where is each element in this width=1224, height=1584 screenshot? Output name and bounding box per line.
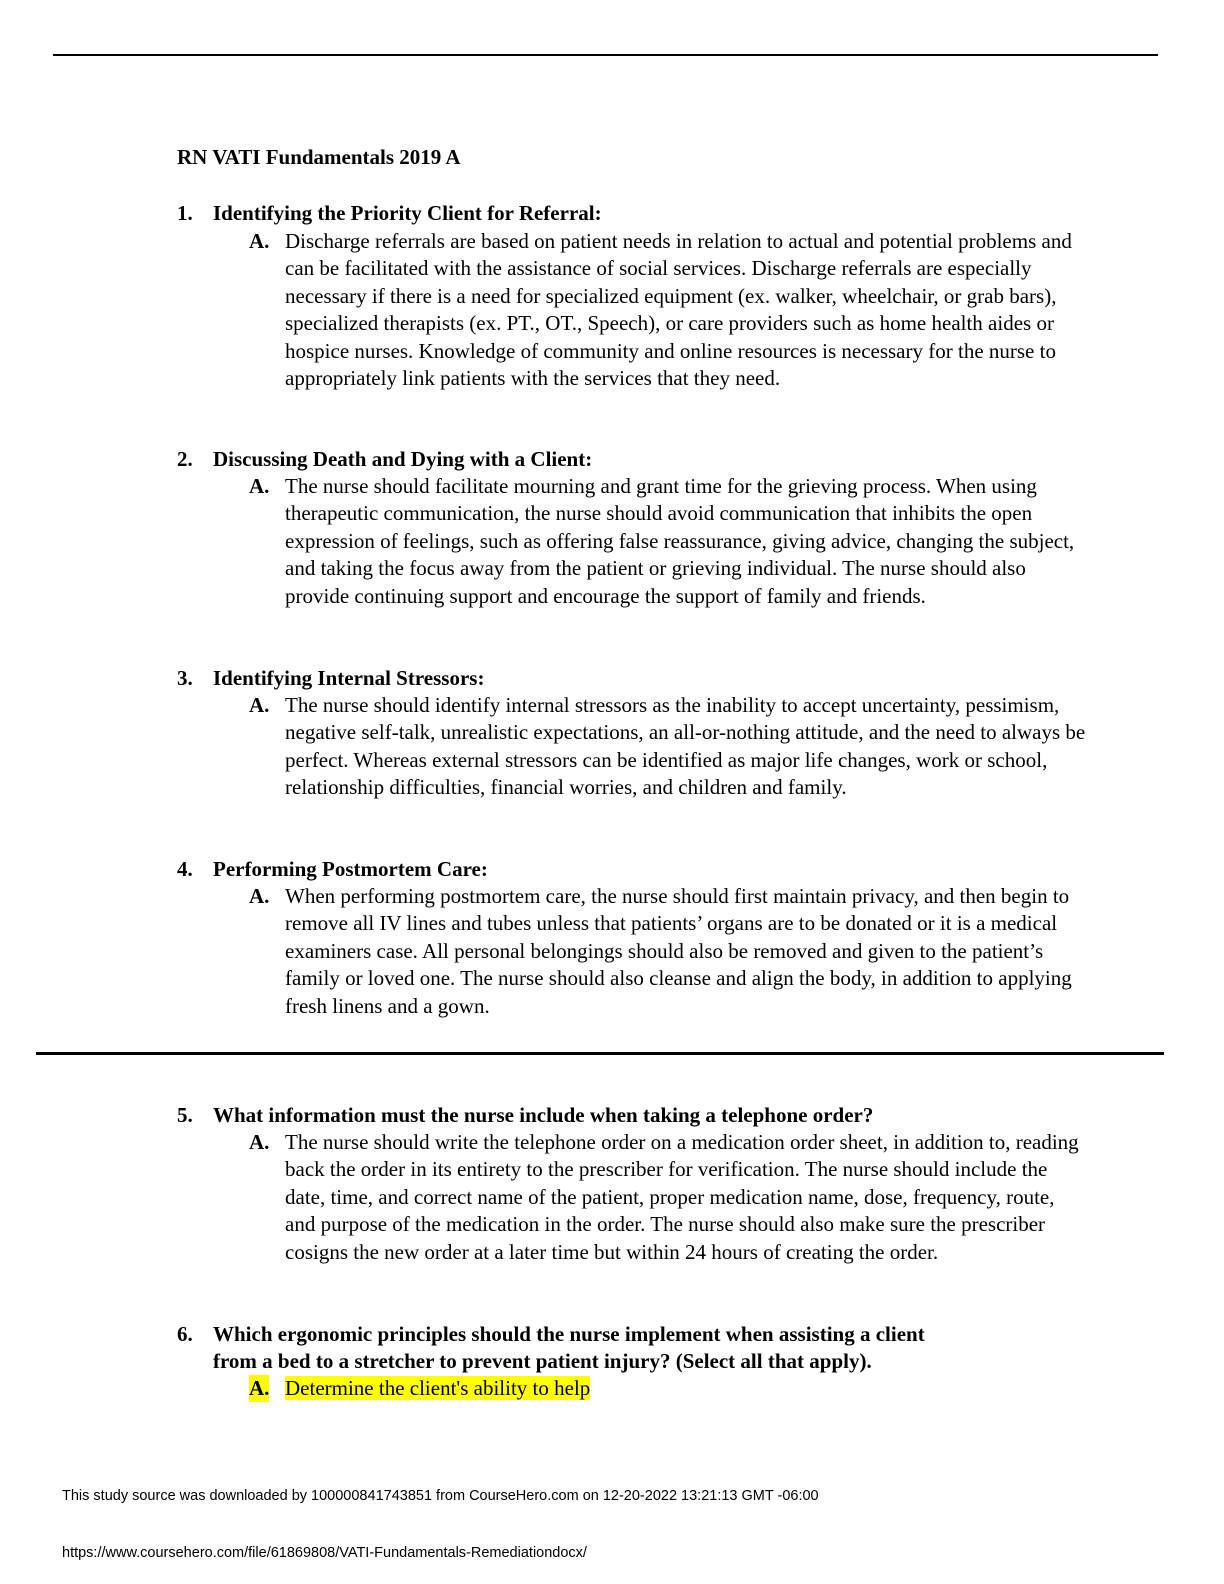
question-1-heading — [177, 200, 602, 227]
question-number: 4. — [177, 857, 193, 881]
question-5-heading — [177, 1102, 873, 1129]
question-4-heading — [177, 856, 488, 883]
question-text-line-1: Which ergonomic principles should the nurse implement when assisting a client — [213, 1322, 925, 1346]
top-divider — [53, 54, 1158, 56]
answer-text: Discharge referrals are based on patient needs in relation to actual and potential problems and can be facilitated with the assistance of social services. Discharge referrals are especially necessary if there is a need for specialized equipment (ex. walker, wheelchair, or grab bars), specialized therapists (ex. PT., OT., Speech), or care providers such as home health aides or hospice nurses. Knowledge of community and online resources is necessary for the nurse to appropriately link patients with the services that they need. — [285, 229, 1072, 391]
answer-letter: A. — [249, 474, 270, 498]
question-number: 5. — [177, 1103, 193, 1127]
question-number: 3. — [177, 666, 193, 690]
answer-text: The nurse should write the telephone order on a medication order sheet, in addition to, reading back the order in its entirety to the prescriber for verification. The nurse should include the date, time, and correct name of the patient, proper medication name, dose, frequency, route, and purpose of the medication in the order. The nurse should also make sure the prescriber cosigns the new order at a later time but within 24 hours of creating the order. — [285, 1130, 1079, 1264]
question-number: 1. — [177, 201, 193, 225]
page-break-divider — [36, 1052, 1164, 1055]
question-text-line-2: from a bed to a stretcher to prevent patient injury? (Select all that apply). — [213, 1349, 872, 1373]
question-6-heading — [177, 1321, 925, 1348]
question-number: 2. — [177, 447, 193, 471]
download-notice: This study source was downloaded by 100000841743851 from CourseHero.com on 12-20-2022 13:21:13 GMT -06:00 — [62, 1488, 819, 1504]
question-text: Discussing Death and Dying with a Client: — [213, 447, 593, 471]
question-text: Identifying the Priority Client for Referral: — [213, 201, 602, 225]
source-url-link[interactable]: https://www.coursehero.com/file/61869808/VATI-Fundamentals-Remediationdocx/ — [62, 1545, 587, 1561]
answer-2 — [249, 473, 1089, 610]
answer-letter: A. — [249, 693, 270, 717]
question-3-heading — [177, 665, 484, 692]
answer-4 — [249, 883, 1089, 1020]
answer-text: Determine the client's ability to help — [285, 1376, 591, 1400]
question-6-heading-continued — [213, 1348, 872, 1375]
answer-letter: A. — [249, 1375, 269, 1402]
answer-letter: A. — [249, 229, 270, 253]
question-text: Performing Postmortem Care: — [213, 857, 488, 881]
question-number: 6. — [177, 1322, 193, 1346]
answer-text: When performing postmortem care, the nurse should first maintain privacy, and then begin to remove all IV lines and tubes unless that patients’ organs are to be donated or it is a medical examiners case. All personal belongings should also be removed and given to the patient’s family or loved one. The nurse should also cleanse and align the body, in addition to applying fresh linens and a gown. — [285, 884, 1072, 1018]
answer-letter: A. — [249, 1130, 270, 1154]
question-2-heading — [177, 446, 592, 473]
document-title: RN VATI Fundamentals 2019 A — [177, 145, 461, 169]
answer-letter: A. — [249, 884, 270, 908]
answer-text: The nurse should facilitate mourning and grant time for the grieving process. When using therapeutic communication, the nurse should avoid communication that inhibits the open expression of feelings, such as offering false reassurance, giving advice, changing the subject, and taking the focus away from the patient or grieving individual. The nurse should also provide continuing support and encourage the support of family and friends. — [285, 474, 1075, 608]
answer-text: The nurse should identify internal stressors as the inability to accept uncertainty, pessimism, negative self-talk, unrealistic expectations, an all-or-nothing attitude, and the need to always be perfect. Whereas external stressors can be identified as major life changes, work or school, relationship difficulties, financial worries, and children and family. — [285, 693, 1086, 800]
question-text: Identifying Internal Stressors: — [213, 666, 485, 690]
question-text: What information must the nurse include when taking a telephone order? — [213, 1103, 874, 1127]
answer-6-highlighted — [249, 1375, 590, 1402]
answer-5 — [249, 1129, 1089, 1266]
answer-3 — [249, 692, 1089, 802]
answer-1 — [249, 228, 1089, 392]
